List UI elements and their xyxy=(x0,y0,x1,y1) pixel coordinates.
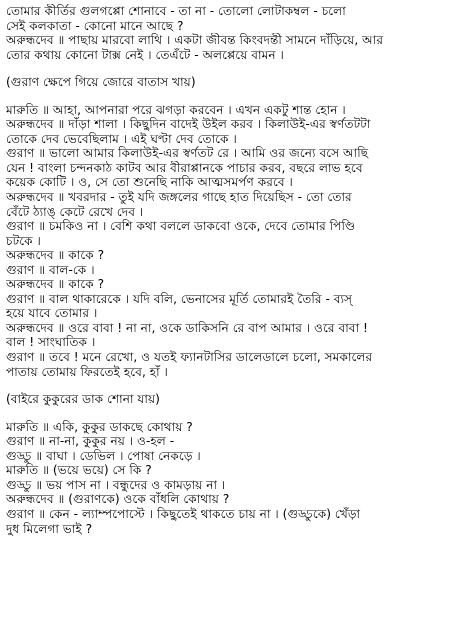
text-line: গুরাণ ॥ চমকিও না । বেশি কথা বললে ডাকবো ওকে, দেবে তোমার পিণ্ডি xyxy=(6,219,356,234)
text-block xyxy=(6,103,451,379)
text-line: তোকে দেব ভেবেছিলাম । এই ঘণ্টা দেব তোকে । xyxy=(6,131,237,146)
text-line: গুড্ডু ॥ বাঘা । ডেভিল । পোষা নেকড়ে । xyxy=(6,448,201,463)
text-line: গুড্ডু ॥ ভয় পাস না । বন্ধুদের ও কামড়ায় না । xyxy=(6,477,226,492)
text-line: অরুন্ধদেব ॥ কাকে ? xyxy=(6,248,105,263)
text-line: গুরাণ ॥ বাল-কে । xyxy=(6,262,95,277)
text-line: গুরাণ ॥ ভালো আমার কিলাউই-এর স্বর্ণতট রে । আমি ওর জন্যে বসে আছি xyxy=(6,146,369,161)
text-block xyxy=(6,420,451,536)
text-line: মারুতি ॥ একি, কুকুর ডাকছে কোথায় ? xyxy=(6,419,193,434)
text-block xyxy=(6,75,451,90)
text-line: কয়েক কোটি । ও, সে তো শুনেছি নাকি আত্মসমর্পণ করবে । xyxy=(6,175,293,190)
text-block xyxy=(6,4,451,62)
text-line: গুরাণ ॥ তবে ! মনে রেখো, ও যতই ফ্যানটাসির ডালেডালে চলো, সমকালের xyxy=(6,350,373,365)
paragraph-gap xyxy=(6,379,451,392)
paragraph-gap xyxy=(6,62,451,75)
text-line: অরুন্ধদেব ॥ দাঁড়া শালা । কিছুদিন বাদেই উইল করব । কিলাউই-এর স্বর্ণতটটা xyxy=(6,117,371,132)
text-line: গুরাণ ॥ কেন - ল্যাম্পপোস্টে । কিছুতেই থাকতে চায় না । (গুড্ডুকে) খেঁড়া xyxy=(6,506,361,521)
page-body xyxy=(6,4,451,536)
paragraph-gap xyxy=(6,407,451,420)
text-line: গুরাণ ॥ বাল থাকারেকে । যদি বলি, ভেনাসের মূর্তি তোমারই তৈরি - ব্যস্ xyxy=(6,291,353,306)
text-line: অরুন্ধদেব ॥ খবরদার - তুই যদি জঙ্গলের গাছে হাত দিয়েছিস - তো তোর xyxy=(6,190,352,205)
text-line: মারুতি ॥ (ভয়ে ভয়ে) সে কি ? xyxy=(6,463,152,478)
text-line: মারুতি ॥ আহা, আপনারা পরে ঝগড়া করবেন । এখন একটু শান্ত হোন । xyxy=(6,102,346,117)
text-line: (গুরাণ ক্ষেপে গিয়ে জোরে বাতাস খায়) xyxy=(6,75,196,90)
text-line: বেঁটে ঠ্যাঙ্ কেটে রেখে দেব । xyxy=(6,204,144,219)
text-line: (বাইরে কুকুরের ডাক শোনা যায়) xyxy=(6,392,160,407)
text-line: অরুন্ধদেব ॥ কাকে ? xyxy=(6,277,105,292)
text-line: বাল ! সাংঘাতিক । xyxy=(6,335,96,350)
text-line: দুধ মিলেগা ভাই ? xyxy=(6,521,93,536)
text-line: হয়ে যাবে তোমার । xyxy=(6,306,98,321)
paragraph-gap xyxy=(6,90,451,103)
text-line: সেই কলকাতা - কোনো মানে আছে ? xyxy=(6,18,184,33)
text-line: অরুন্ধদেব ॥ (গুরাণকে) ওকে বাঁধলি কোথায় ? xyxy=(6,492,230,507)
text-line: তোমার কীর্তির গুলগপ্পো শোনাবে - তা না - তোলো লোটাকম্বল - চলো xyxy=(6,4,346,18)
text-line: পাতায় তোমায় ফিরতেই হবে, হাঁ । xyxy=(6,364,168,379)
text-block xyxy=(6,392,451,407)
text-line: চটকে । xyxy=(6,233,41,248)
text-line: যেন ! বাংলা চন্দনকাঠ কাটব আর বীরাপ্পানকে পাচার করব, বছরে লাভ হবে xyxy=(6,160,363,175)
text-line: অরুন্ধদেব ॥ ওরে বাবা ! না না, ওকে ডাকিসনি রে বাপ আমার । ওরে বাবা ! xyxy=(6,320,368,335)
text-line: গুরাণ ॥ না-না, কুকুর নয় । ও-হল - xyxy=(6,434,175,449)
text-line: অরুন্ধদেব ॥ পাছায় মারবো লাথি । একটা জীবন্ত কিংবদন্তী সামনে দাঁড়িয়ে, আর xyxy=(6,33,384,48)
text-line: তোর কথায় কোনো টাক্স নেই । তেএঁটে - অলপ্পেয়ে বামন । xyxy=(6,47,284,62)
